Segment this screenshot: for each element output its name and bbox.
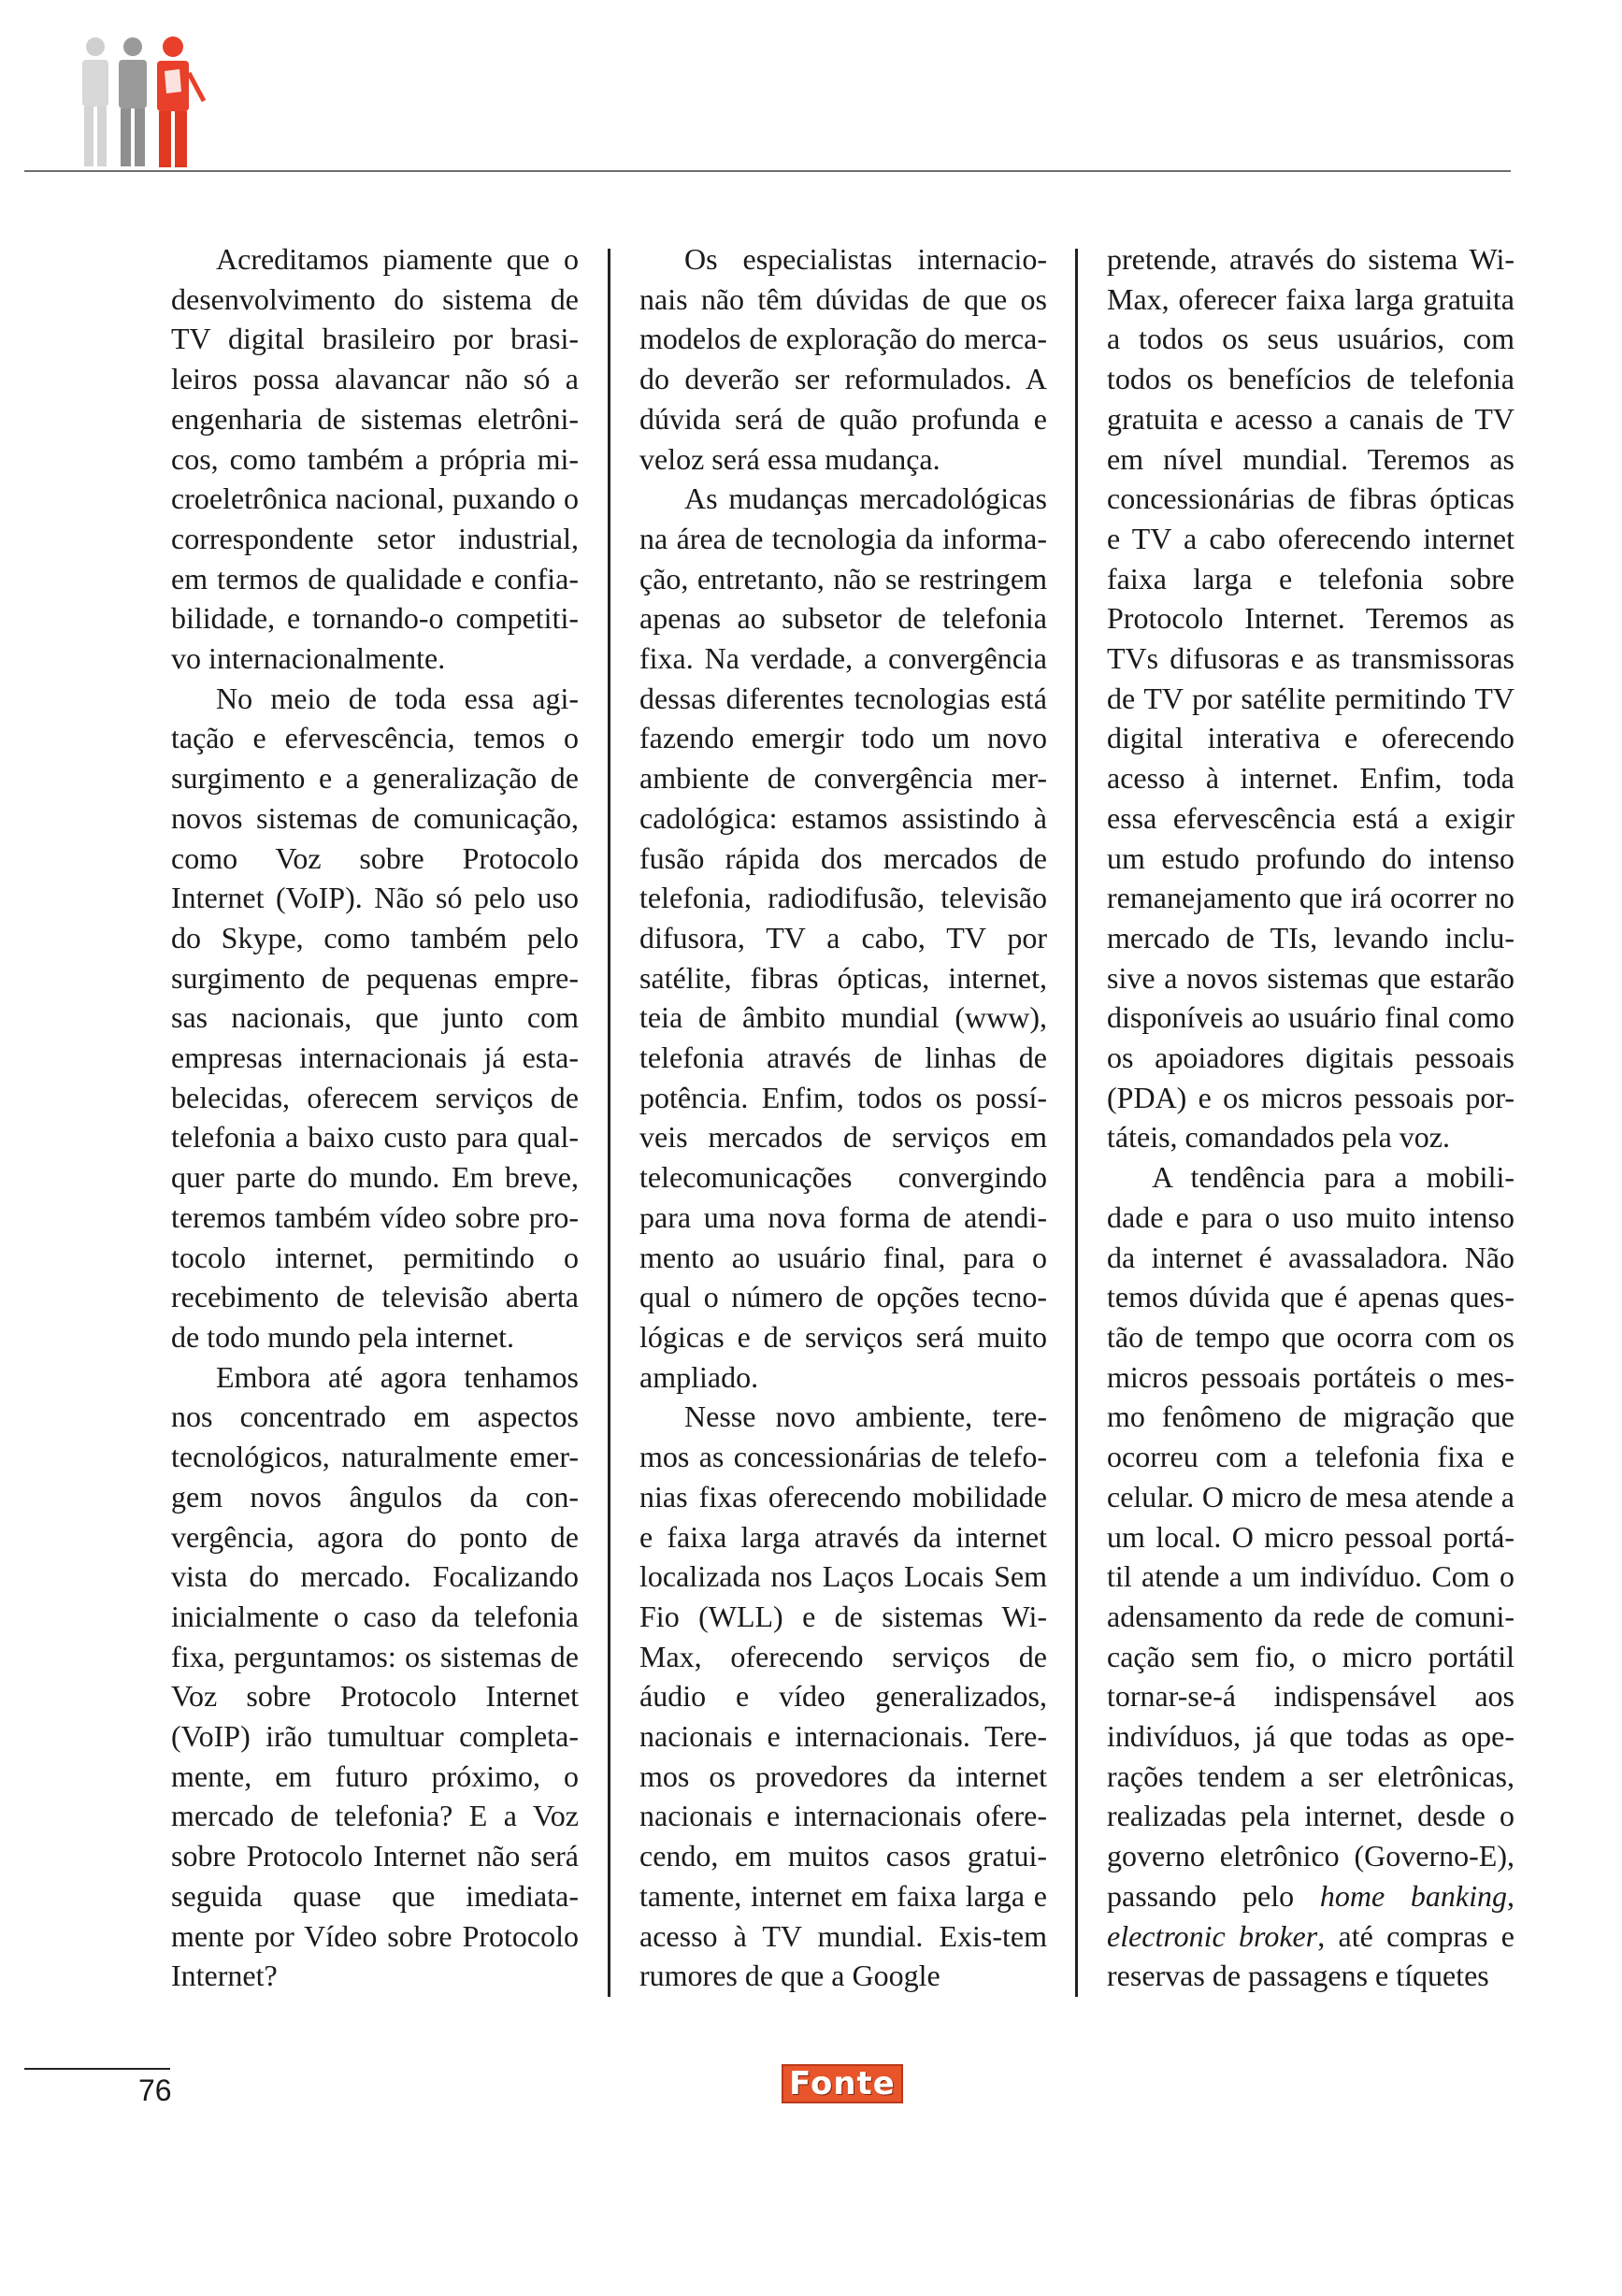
header-rule xyxy=(24,170,1511,172)
fonte-logo: Fonte xyxy=(782,2064,903,2103)
page-number: 76 xyxy=(138,2074,172,2107)
paragraph: Os especialistas internacio-nais não têm dúvidas de que os modelos de exploração do merca-do deverão ser reformulados. A dúvida será de quão profunda e veloz será essa mudança. xyxy=(639,242,1047,476)
text-run: A tendência para a mobili-dade e para o uso muito intenso da internet é avassaladora. Não temos dúvida que é apenas ques-tão de tempo que ocorra com os micros pessoais portáteis o mes-mo fenômeno de migração que ocorreu com a telefonia fixa e celular. O micro de mesa atende a um local. O micro pessoal portá-til atende a um indivíduo. Com o adensamento da rede de comuni-cação sem fio, o micro portátil tornar-se-á indispensável aos indivíduos, já que todas as ope-rações tendem a ser eletrônicas, realizadas pela internet, desde o governo eletrônico (Governo-E), passando pelo xyxy=(1107,1160,1514,1913)
paragraph: As mudanças mercadológicas na área de tecnologia da informa-ção, entretanto, não se restringem apenas ao subsetor de telefonia fixa. Na verdade, a convergência dessas diferentes tecnologias está fazendo emergir todo um novo ambiente de convergência mer-cadológica: estamos assistindo à fusão rápida dos mercados de telefonia, radiodifusão, televisão difusora, TV a cabo, TV por satélite, fibras ópticas, internet, teia de âmbito mundial (www), telefonia através de linhas de potência. Enfim, todos os possí-veis mercados de serviços em telecomunicações convergindo para uma nova forma de atendi-mento ao usuário final, para o qual o número de opções tecno-lógicas e de serviços será muito ampliado. xyxy=(639,481,1047,1394)
text-column-3 xyxy=(1107,239,1514,1996)
italic-term: electronic broker xyxy=(1107,1918,1318,1953)
paragraph: Acreditamos piamente que o desenvolvimento do sistema de TV digital brasileiro por brasi-leiros possa alavancar não só a engenharia de sistemas eletrôni-cos, como também a própria mi-croeletrônica nacional, puxando o correspondente setor industrial, em termos de qualidade e confia-bilidade, e tornando-o competiti-vo internacionalmente. xyxy=(171,242,579,676)
paragraph xyxy=(1107,1157,1514,1996)
paragraph: Nesse novo ambiente, tere-mos as concessionárias de telefo-nias fixas oferecendo mobilidade e faixa larga através da internet localizada nos Laços Locais Sem Fio (WLL) e de sistemas Wi-Max, oferecendo serviços de áudio e vídeo generalizados, nacionais e internacionais. Tere-mos os provedores da internet nacionais e internacionais ofere-cendo, em muitos casos gratui-tamente, internet em faixa larga e acesso à TV mundial. Exis-tem rumores de que a Google xyxy=(639,1399,1047,1993)
italic-term: home banking xyxy=(1319,1878,1508,1913)
text-run: , xyxy=(1507,1878,1515,1913)
paragraph: No meio de toda essa agi-tação e efervescência, temos o surgimento e a generalização de novos sistemas de comunicação, como Voz sobre Protocolo Internet (VoIP). Não só pelo uso do Skype, como também pelo surgimento de pequenas empre-sas nacionais, que junto com empresas internacionais já esta-belecidas, oferecem serviços de telefonia a baixo custo para qual-quer parte do mundo. Em breve, teremos também vídeo sobre pro-tocolo internet, permitindo o recebimento de televisão aberta de todo mundo pela internet. xyxy=(171,681,579,1354)
text-run: , até compras e reservas de passagens e tíquetes xyxy=(1107,1918,1515,1993)
paragraph: pretende, através do sistema Wi-Max, oferecer faixa larga gratuita a todos os seus usuários, com todos os benefícios de telefonia gratuita e acesso a canais de TV em nível mundial. Teremos as concessionárias de fibras ópticas e TV a cabo oferecendo internet faixa larga e telefonia sobre Protocolo Internet. Teremos as TVs difusoras e as transmissoras de TV por satélite permitindo TV digital interativa e oferecendo acesso à internet. Enfim, toda essa efervescência está a exigir um estudo profundo do intenso remanejamento que irá ocorrer no mercado de TIs, levando inclu-sive a novos sistemas que estarão disponíveis ao usuário final como os apoiadores digitais pessoais (PDA) e os micros pessoais por-táteis, comandados pela voz. xyxy=(1107,242,1514,1155)
text-column-2 xyxy=(639,239,1047,1996)
people-group-icon xyxy=(75,36,215,172)
paragraph: Embora até agora tenhamos nos concentrado em aspectos tecnológicos, naturalmente emer-gem novos ângulos da con-vergência, agora do ponto de vista do mercado. Focalizando inicialmente o caso da telefonia fixa, perguntamos: os sistemas de Voz sobre Protocolo Internet (VoIP) irão tumultuar completa-mente, em futuro próximo, o mercado de telefonia? E a Voz sobre Protocolo Internet não será seguida quase que imediata-mente por Vídeo sobre Protocolo Internet? xyxy=(171,1359,579,1993)
column-divider xyxy=(608,249,610,1997)
column-divider xyxy=(1075,249,1078,1997)
text-column-1 xyxy=(171,239,579,1996)
